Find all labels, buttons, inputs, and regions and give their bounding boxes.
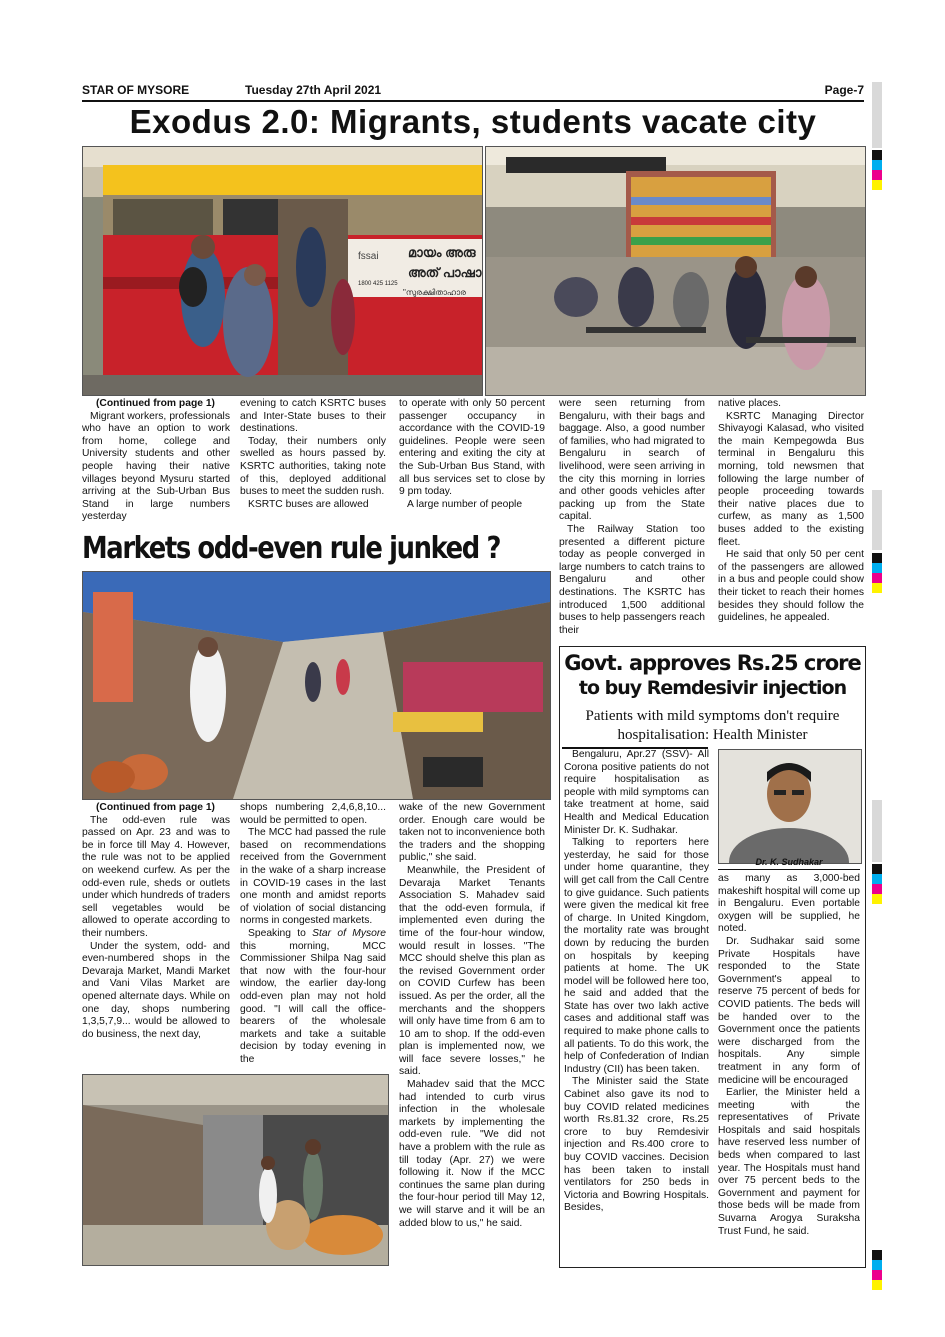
headline-exodus: Exodus 2.0: Migrants, students vacate city [129, 103, 817, 140]
publication-name: Star of Mysore [312, 927, 387, 939]
paragraph: were seen returning from Bengaluru, with their bags and baggage. Also, a good number of families, who had migrated to Bengaluru in search of livelihood, were seen arriving in the city this morning in lorries and other goods vehicles after packing up from the State capital. [559, 398, 705, 523]
headline-remdesivir-1: Govt. approves Rs.25 crore [564, 651, 861, 675]
paper-name: STAR OF MYSORE [82, 83, 190, 97]
continued-label: (Continued from page 1) [96, 802, 215, 813]
color-registration-marks [872, 150, 882, 190]
divider [718, 869, 860, 870]
paragraph: native places. [718, 398, 781, 409]
paragraph: Meanwhile, the President of Devaraja Market Tenants Association S. Mahadev said that the odd-even formula, if implemented even during the time of the four-hour window, would result in losses. "The MCC should shelve this plan as the revised Government order on COVID Curfew has been issued. As per the order, all the merchants and the shoppers will only have time from 6 am to 10 am to shop. If the odd-even plan is implemented now, we will face severe losses," he said. [399, 864, 545, 1078]
paragraph: The Railway Station too presented a different picture today as people converged in large numbers to catch trains to Bengaluru and other destinations. The KSRTC has introduced 1,500 additional buses to help passengers reach their [559, 523, 705, 636]
subheadline: Patients with mild symptoms don't require hospitalisation: Health Minister [585, 708, 840, 743]
story1-column-4 [559, 398, 705, 637]
photo-market-lane [82, 571, 551, 800]
paragraph: evening to catch KSRTC buses and Inter-State buses to their destinations. [240, 398, 386, 435]
paragraph: Under the system, odd- and even-numbered shops in the Devaraja Market, Mandi Market and Vani Vilas Market are opened alternate days. While on one day, shops numbering 1,3,5,7,9... would be allowed to do business, the next day, [82, 940, 230, 1040]
paragraph: wake of the new Government order. Enough care would be taken not to inconvenience both the traders and the shopping public," she said. [399, 802, 545, 864]
photo-bus-stand [485, 146, 866, 396]
photo-bus-boarding [82, 146, 483, 396]
headline-markets: Markets odd-even rule junked ? [82, 531, 501, 566]
paragraph: as many as 3,000-bed makeshift hospital will come up in Bengaluru. Even portable oxygen will be supplied, he noted. [718, 873, 860, 935]
story2-column-3 [399, 802, 545, 1230]
text: this morning, MCC Commissioner Shilpa Nag said that now with the four-hour window, the earlier day-long odd-even plan may not hold good. "I will call the office-bearers of the wholesale markets and take a suitable decision by today evening in the [240, 940, 386, 1065]
page-number: Page-7 [824, 83, 864, 97]
continued-label: (Continued from page 1) [96, 398, 215, 409]
paragraph: KSRTC buses are allowed [248, 498, 369, 510]
paragraph: Earlier, the Minister held a meeting with the representatives of Private Hospitals and said hospitals have reserved less number of beds when compared to last year. The Hospitals must hand over 75 percent beds to the Government and payment for those beds will be made from Suvarna Arogya Suraksha Trust Fund, he said. [718, 1087, 860, 1237]
story1-column-1 [82, 398, 230, 524]
paragraph: to operate with only 50 percent passenger occupancy in accordance with the COVID-19 guidelines. People were seen entering and exiting the city at the Sub-Urban Bus Stand, with all bus services set to close by 9 pm today. [399, 398, 545, 498]
bus-sign-malayalam-2: അത് പാഷാ [408, 265, 482, 280]
paragraph: He said that only 50 per cent of the passengers are allowed in a bus and people could show their ticket to reach their homes besides they should follow the guidelines, he appealed. [718, 549, 864, 624]
paragraph: Mahadev said that the MCC had intended to curb virus infection in the wholesale markets by implementing the odd-even rule. "We did not have a problem with the rule as till today (Apr. 27) we were following it. Now if the MCC continues the same plan during the four-hour period till May 12, we will starve and it will be an added blow to us," he said. [399, 1079, 545, 1229]
paragraph: The odd-even rule was passed on Apr. 23 and was to be in force till May 4. However, the rule was not to be applied on weekend curfew. As per the odd-even rule, sheds or outlets under which hundreds of traders sell vegetables would be allowed to operate according to their numbers. [82, 814, 230, 939]
photo-vegetable-vendor [82, 1074, 389, 1266]
margin-bar [872, 82, 882, 148]
story3-column-2 [718, 873, 860, 1238]
photo-minister [718, 749, 862, 864]
paragraph: The Minister said the State Cabinet also gave its nod to buy COVID related medicines worth Rs.81.32 crore, Rs.25 crore to buy Remdesivir injection and Rs.400 crore to buy COVID vaccines. Decision has been taken to install ventilators for 250 beds in Victoria and Bowring Hospitals. Besides, [564, 1076, 709, 1214]
paragraph: Dr. Sudhakar said some Private Hospitals have responded to the State Government's appeal to reserve 75 percent of beds for COVID patients. The beds will be handed over to the Government once the patients were discharged from the hospitals. Any simple treatment in any form of medicine will be encouraged [718, 935, 860, 1086]
margin-bar [872, 800, 882, 862]
paragraph: Bengaluru, Apr.27 (SSV)- All Corona positive patients do not require hospitalisation as people with mild symptoms can take treatment at home, said Health and Medical Education Minister Dr. K. Sudhakar. [564, 749, 709, 836]
story1-column-3 [399, 398, 545, 511]
paragraph: The MCC had passed the rule based on recommendations received from the Government in the wake of a sharp increase in COVID-19 cases in the last one month and amidst reports of violation of social distancing norms in congested markets. [240, 827, 386, 927]
headline-remdesivir-2: to buy Remdesivir injection [578, 677, 847, 699]
news-box-remdesivir [559, 646, 866, 1268]
paragraph [240, 928, 386, 1067]
story1-column-5 [718, 398, 864, 625]
paragraph: KSRTC Managing Director Shivayogi Kalasad, who visited the main Kempegowda Bus terminal in Bengaluru this morning, told newsmen that following the large number of people proceeding towards their native places due to curfew, as many as 1,500 buses added to the existing fleet. [718, 410, 864, 548]
photo-caption: Dr. K. Sudhakar [755, 857, 823, 867]
bus-sign-fssai: fssai [358, 251, 379, 262]
color-registration-marks [872, 553, 882, 593]
issue-date: Tuesday 27th April 2021 [245, 83, 382, 97]
margin-bar [872, 490, 882, 550]
story2-column-2 [240, 802, 386, 1066]
color-registration-marks [872, 1250, 882, 1290]
paragraph: A large number of people [407, 498, 523, 510]
masthead [82, 82, 864, 102]
color-registration-marks [872, 864, 882, 904]
story3-column-1 [564, 749, 709, 1215]
bus-sign-malayalam-3: "സുരക്ഷിതാഹാര [403, 288, 466, 297]
paragraph: shops numbering 2,4,6,8,10... would be permitted to open. [240, 802, 386, 826]
paragraph: Migrant workers, professionals who have an option to work from home, college and University students and other people having their native villages beyond Mysuru started arriving at the Sub-Urban Bus Stand in large numbers yesterday [82, 410, 230, 523]
bus-sign-phone: 1800 425 1125 [358, 281, 398, 287]
bus-sign-malayalam-1: മായം അരു [408, 245, 476, 260]
story2-column-1 [82, 802, 230, 1041]
paragraph: Talking to reporters here yesterday, he said for those under home quarantine, they will get call from the Call Centre to give guidance. Such patients were given the medical kit free of charge. In United Kingdom, the mortality rate was brought down by reducing the burden on hospitals by keeping patients at home. The UK model will be followed here too, he said and added that the State has over two lakh active cases and additional staff was required to make phone calls to all patients. To do this work, the help of Confederation of Indian Industry (CII) has been taken. [564, 837, 709, 1075]
paragraph: Today, their numbers only swelled as hours passed by. KSRTC authorities, taking note of this, deployed additional buses to meet the sudden rush. [240, 435, 386, 498]
text: Speaking to [248, 927, 313, 939]
story1-column-2 [240, 398, 386, 511]
